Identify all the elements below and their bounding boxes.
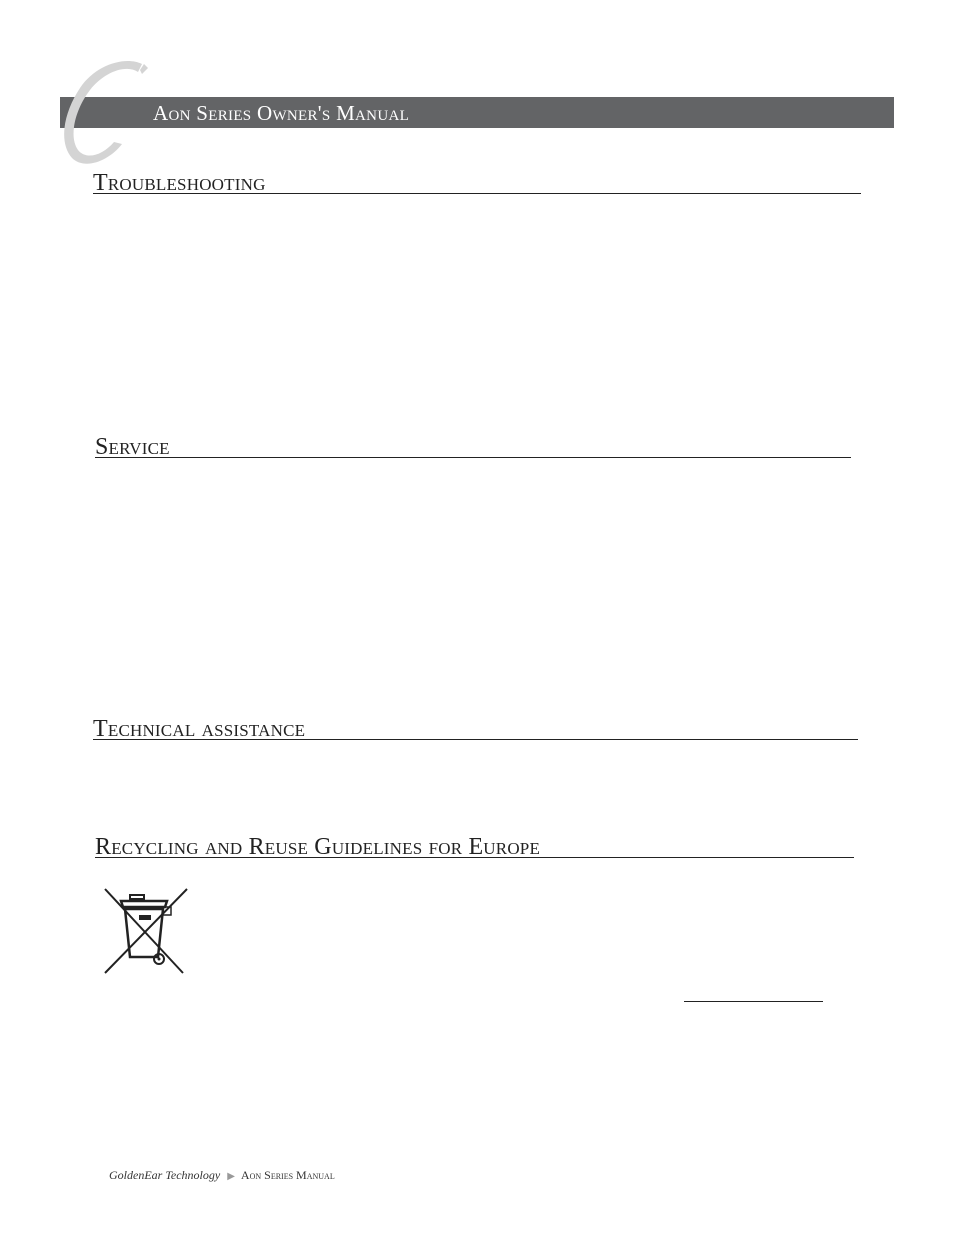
section-heading-troubleshooting: Troubleshooting: [93, 170, 266, 196]
triangle-right-icon: ▶: [227, 1171, 235, 1182]
section-rule: [95, 457, 851, 458]
section-rule: [93, 193, 861, 194]
footer-manual-title: Aon Series Manual: [240, 1168, 335, 1182]
section-heading-recycling: Recycling and Reuse Guidelines for Europe: [95, 834, 541, 860]
footer-brand: GoldenEar Technology: [109, 1168, 221, 1182]
goldenear-g-logo-icon: [56, 58, 148, 170]
section-rule: [93, 739, 858, 740]
section-rule: [95, 857, 854, 858]
crossed-out-wheelie-bin-icon: [103, 885, 189, 975]
header-title: Aon Series Owner's Manual: [153, 101, 410, 125]
section-heading-service: Service: [95, 434, 170, 460]
section-heading-technical-assistance: Technical assistance: [93, 716, 306, 742]
page-footer: [109, 1167, 335, 1185]
signature-line: [684, 1001, 823, 1002]
